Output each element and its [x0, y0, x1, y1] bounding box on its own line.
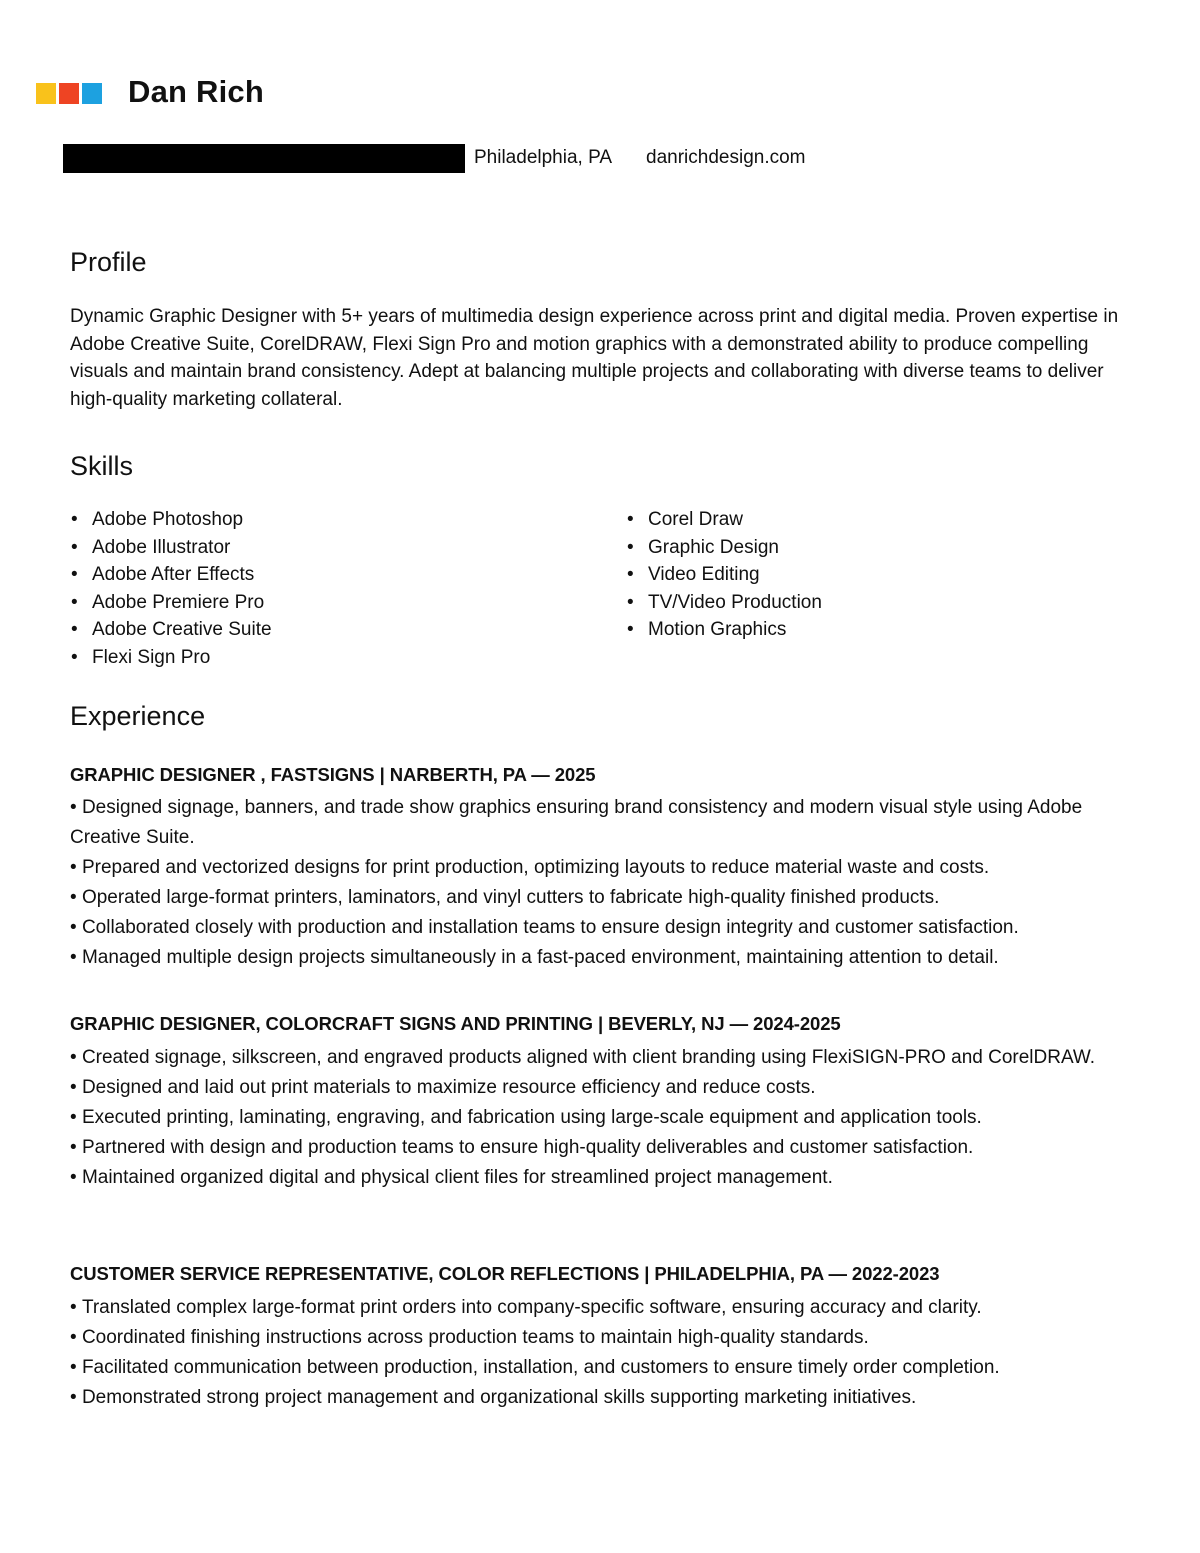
job-bullets: [70, 1043, 1120, 1193]
job-bullet: • Maintained organized digital and physical client files for streamlined project management.: [70, 1163, 1120, 1193]
job-bullet: • Translated complex large-format print orders into company-specific software, ensuring accuracy and clarity.: [70, 1293, 1120, 1323]
skill-item: • Corel Draw: [626, 506, 822, 534]
skills-list-right: [626, 506, 822, 644]
skills-list-left: [70, 506, 272, 671]
skill-item: • Motion Graphics: [626, 616, 822, 644]
skill-item: • Adobe Photoshop: [70, 506, 272, 534]
skill-item: • Adobe Premiere Pro: [70, 589, 272, 617]
job-bullet: • Created signage, silkscreen, and engraved products aligned with client branding using FlexiSIGN-PRO and CorelDRAW.: [70, 1043, 1120, 1073]
skill-item: • Video Editing: [626, 561, 822, 589]
logo-square-blue: [82, 83, 102, 104]
logo-square-yellow: [36, 83, 56, 104]
candidate-name: Dan Rich: [128, 74, 264, 109]
job-bullet: • Operated large-format printers, laminators, and vinyl cutters to fabricate high-quality finished products.: [70, 883, 1120, 913]
job-bullets: [70, 793, 1120, 973]
job-bullet: • Designed signage, banners, and trade show graphics ensuring brand consistency and modern visual style using Adobe Creative Suite.: [70, 793, 1120, 853]
skill-item: • TV/Video Production: [626, 589, 822, 617]
job-bullet: • Facilitated communication between production, installation, and customers to ensure timely order completion.: [70, 1353, 1120, 1383]
skill-item: • Flexi Sign Pro: [70, 644, 272, 672]
skill-item: • Graphic Design: [626, 534, 822, 562]
job-bullet: • Partnered with design and production teams to ensure high-quality deliverables and customer satisfaction.: [70, 1133, 1120, 1163]
redacted-contact-block: [63, 144, 465, 173]
job-bullet: • Collaborated closely with production and installation teams to ensure design integrity and customer satisfaction.: [70, 913, 1120, 943]
website-link[interactable]: danrichdesign.com: [646, 147, 806, 168]
logo: [36, 83, 102, 104]
profile-text: Dynamic Graphic Designer with 5+ years of multimedia design experience across print and digital media. Proven expertise in Adobe Creative Suite, CorelDRAW, Flexi Sign Pro and motion graphics with a demonstrated ability to produce compelling visuals and maintain brand consistency. Adept at balancing multiple projects and collaborating with diverse teams to deliver high-quality marketing collateral.: [70, 306, 1119, 410]
job-bullet: • Managed multiple design projects simultaneously in a fast-paced environment, maintaining attention to detail.: [70, 943, 1120, 973]
job-bullet: • Demonstrated strong project management and organizational skills supporting marketing initiatives.: [70, 1383, 1120, 1413]
location: Philadelphia, PA: [474, 147, 613, 168]
job-bullet: • Executed printing, laminating, engraving, and fabrication using large-scale equipment and application tools.: [70, 1103, 1120, 1133]
job-title: GRAPHIC DESIGNER , FASTSIGNS | NARBERTH, PA — 2025: [70, 764, 596, 785]
job-bullet: • Designed and laid out print materials to maximize resource efficiency and reduce costs.: [70, 1073, 1120, 1103]
skill-item: • Adobe Creative Suite: [70, 616, 272, 644]
job-title: CUSTOMER SERVICE REPRESENTATIVE, COLOR REFLECTIONS | PHILADELPHIA, PA — 2022-2023: [70, 1263, 940, 1284]
logo-square-red: [59, 83, 79, 104]
skill-item: • Adobe Illustrator: [70, 534, 272, 562]
job-bullet: • Coordinated finishing instructions across production teams to maintain high-quality standards.: [70, 1323, 1120, 1353]
job-bullets: [70, 1293, 1120, 1413]
job-bullet: • Prepared and vectorized designs for print production, optimizing layouts to reduce material waste and costs.: [70, 853, 1120, 883]
contact-info: [474, 145, 806, 171]
skills-heading: Skills: [70, 451, 134, 481]
experience-heading: Experience: [70, 701, 206, 731]
skill-item: • Adobe After Effects: [70, 561, 272, 589]
job-title: GRAPHIC DESIGNER, COLORCRAFT SIGNS AND PRINTING | BEVERLY, NJ — 2024-2025: [70, 1013, 841, 1034]
profile-heading: Profile: [70, 247, 147, 277]
